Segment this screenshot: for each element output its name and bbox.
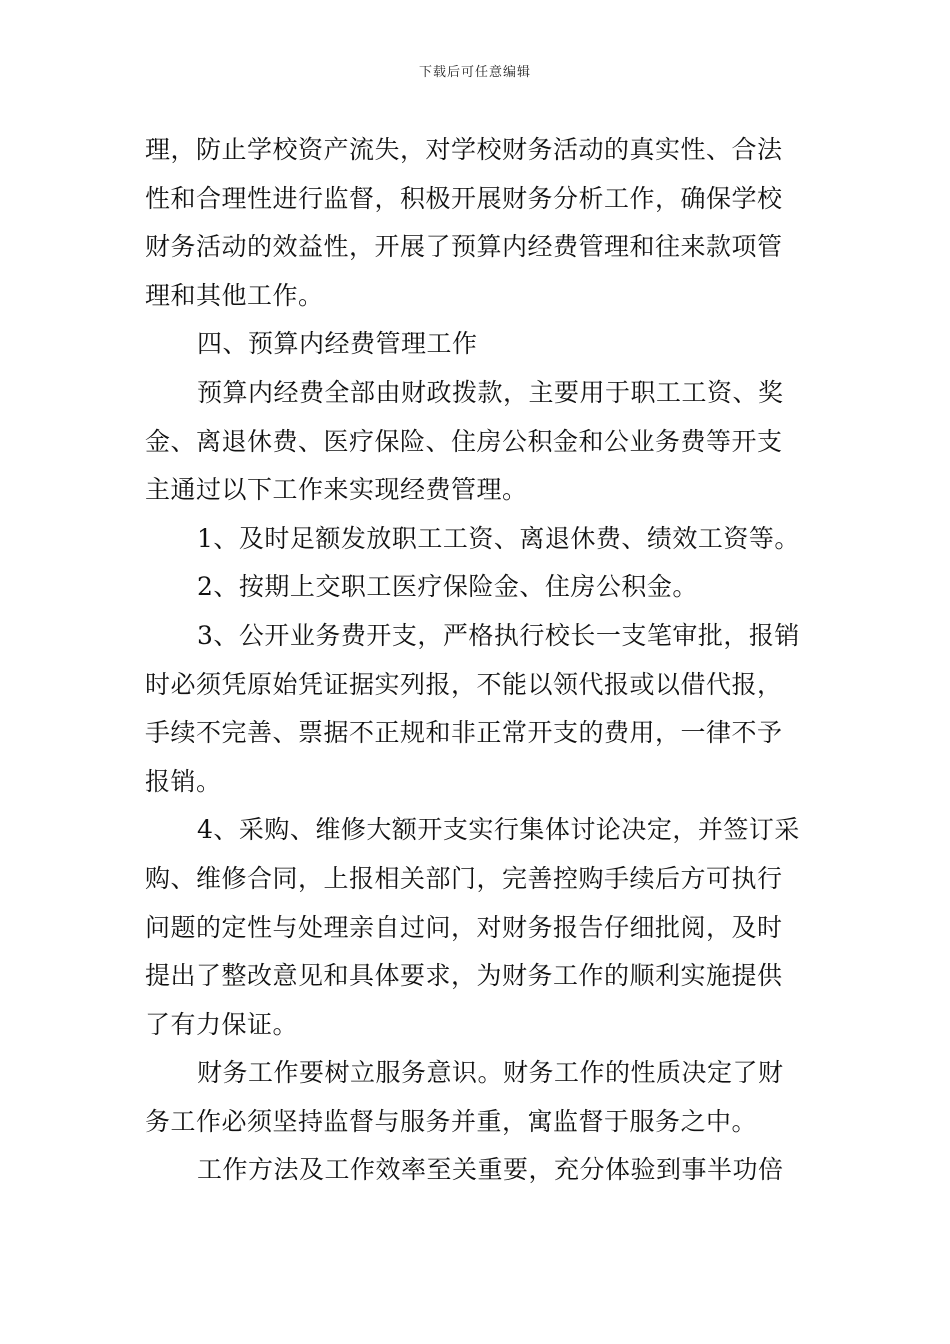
list-item: 3、公开业务费开支，严格执行校长一支笔审批，报销: [197, 620, 800, 650]
text-line: 金、离退休费、医疗保险、住房公积金和公业务费等开支: [145, 426, 783, 456]
section-heading: 四、预算内经费管理工作: [197, 329, 478, 359]
text-line: 手续不完善、票据不正规和非正常开支的费用，一律不予: [145, 718, 783, 748]
text-line: 务工作必须坚持监督与服务并重，寓监督于服务之中。: [145, 1106, 758, 1136]
text-line: 预算内经费全部由财政拨款，主要用于职工工资、奖: [197, 377, 784, 407]
text-line: 提出了整改意见和具体要求，为财务工作的顺利实施提供: [145, 961, 783, 991]
document-body: [145, 126, 810, 1195]
text-line: 财务工作要树立服务意识。财务工作的性质决定了财: [197, 1058, 784, 1088]
list-item: 4、采购、维修大额开支实行集体讨论决定，并签订采: [197, 815, 800, 845]
text-line: 理，防止学校资产流失，对学校财务活动的真实性、合法: [145, 135, 783, 164]
header-note: 下载后可任意编辑: [418, 65, 531, 80]
text-line: 理和其他工作。: [145, 280, 324, 310]
text-line: 时必须凭原始凭证据实列报，不能以领代报或以借代报，: [145, 669, 783, 699]
text-line: 了有力保证。: [145, 1009, 299, 1039]
text-line: 主通过以下工作来实现经费管理。: [145, 475, 528, 505]
list-item: 2、按期上交职工医疗保险金、住房公积金。: [197, 572, 698, 602]
list-item: 1、及时足额发放职工工资、离退休费、绩效工资等。: [197, 523, 800, 553]
text-line: 问题的定性与处理亲自过问，对财务报告仔细批阅，及时: [145, 912, 783, 942]
text-line: 报销。: [145, 766, 222, 796]
text-line: 购、维修合同，上报相关部门，完善控购手续后方可执行: [145, 863, 783, 893]
text-line: 工作方法及工作效率至关重要，充分体验到事半功倍: [197, 1155, 784, 1185]
text-line: 性和合理性进行监督，积极开展财务分析工作，确保学校: [145, 183, 783, 213]
text-line: 财务活动的效益性，开展了预算内经费管理和往来款项管: [145, 232, 783, 262]
